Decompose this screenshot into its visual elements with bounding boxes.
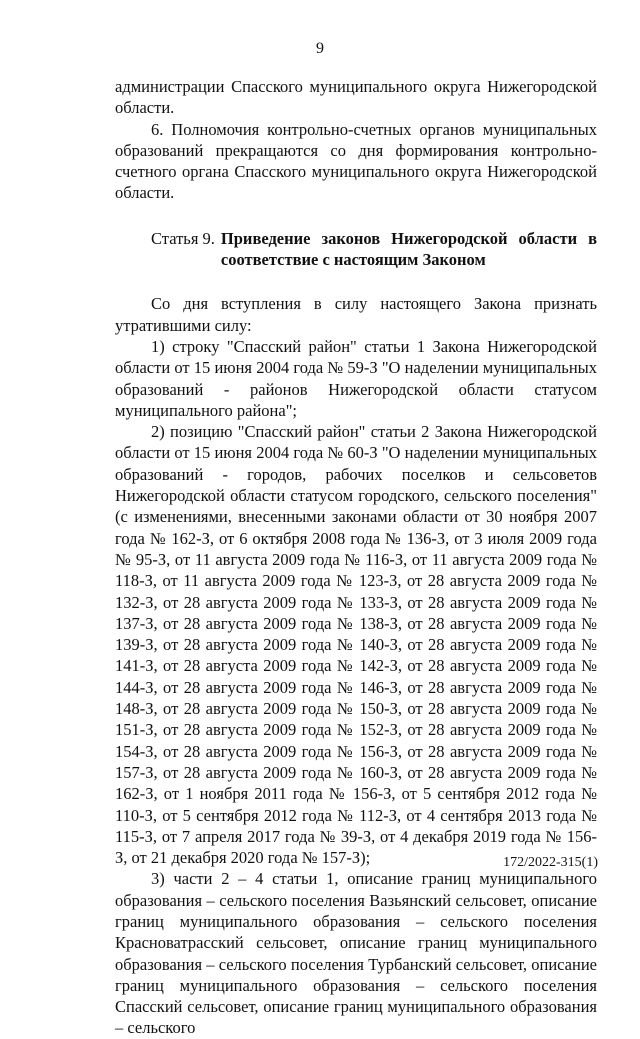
page-number: 9: [316, 40, 324, 57]
article-title: Приведение законов Нижегородской области в соответствие с настоящим Законом: [220, 228, 597, 270]
article-number: Статья 9.: [151, 228, 215, 248]
document-code: 172/2022-315(1): [503, 855, 598, 870]
paragraph-continuation: администрации Спасского муниципального округа Нижегородской области.: [115, 77, 597, 118]
document-body: [115, 76, 597, 1039]
paragraph-item-2: 2) позицию "Спасский район" статьи 2 Закона Нижегородской области от 15 июня 2004 года № 60-З "О наделении муниципальных образований - городов, рабочих поселков и сельсоветов Нижегородской области статусом городского, сельского поселения" (с изменениями, внесенными законами области от 30 ноября 2007 года № 162-З, от 6 октября 2008 года № 136-З, от 3 июля 2009 года № 95-З, от 11 августа 2009 года № 116-З, от 11 августа 2009 года № 118-З, от 11 августа 2009 года № 123-З, от 28 августа 2009 года № 132-З, от 28 августа 2009 года № 133-З, от 28 августа 2009 года № 137-З, от 28 августа 2009 года № 138-З, от 28 августа 2009 года № 139-З, от 28 августа 2009 года № 140-З, от 28 августа 2009 года № 141-З, от 28 августа 2009 года № 142-З, от 28 августа 2009 года № 144-З, от 28 августа 2009 года № 146-З, от 28 августа 2009 года № 148-З, от 28 августа 2009 года № 150-З, от 28 августа 2009 года № 151-З, от 28 августа 2009 года № 152-З, от 28 августа 2009 года № 154-З, от 28 августа 2009 года № 156-З, от 28 августа 2009 года № 157-З, от 28 августа 2009 года № 160-З, от 28 августа 2009 года № 162-З, от 1 ноября 2011 года № 156-З, от 5 сентября 2012 года № 110-З, от 5 сентября 2012 года № 112-З, от 4 сентября 2013 года № 115-З, от 7 апреля 2017 года № 39-З, от 4 декабря 2019 года № 156-З, от 21 декабря 2020 года № 157-З);: [115, 422, 597, 868]
paragraph-intro: Со дня вступления в силу настоящего Закона признать утратившими силу:: [115, 294, 597, 335]
paragraph-item-6: 6. Полномочия контрольно-счетных органов муниципальных образований прекращаются со дня формирования контрольно-счетного органа Спасского муниципального округа Нижегородской области.: [115, 119, 597, 203]
paragraph-item-3: 3) части 2 – 4 статьи 1, описание границ муниципального образования – сельского поселения Вазьянский сельсовет, описание границ муниципального образования – сельского поселения Красноватрасский сельсовет, описание границ муниципального образования – сельского поселения Турбанский сельсовет, описание границ муниципального образования – сельского поселения Спасский сельсовет, описание границ муниципального образования – сельского: [115, 869, 597, 1038]
paragraph-item-1: 1) строку "Спасский район" статьи 1 Закона Нижегородской области от 15 июня 2004 года № 59-З "О наделении муниципальных образований - районов Нижегородской области статусом муниципального района";: [115, 336, 597, 420]
article-heading: [115, 228, 597, 271]
